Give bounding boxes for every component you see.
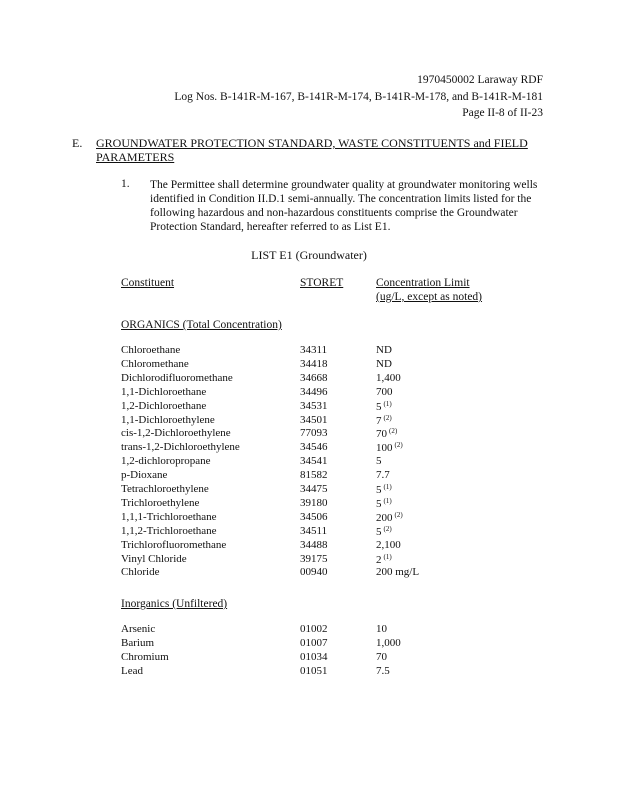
limit-value: 10 (376, 623, 387, 635)
header-facility: 1970450002 Laraway RDF (417, 74, 543, 86)
column-header-constituent: Constituent (121, 277, 175, 289)
limit-value: 200 mg/L (376, 566, 420, 579)
column-header-limit-units: (ug/L, except as noted) (376, 291, 483, 303)
limit-value: 70 (376, 428, 387, 441)
column-header-limit: Concentration Limit (376, 277, 470, 289)
concentration-limit (376, 525, 392, 538)
constituent-name: Barium (121, 636, 154, 649)
limit-value: 5 (376, 484, 382, 496)
constituent-name: Chromium (121, 650, 169, 663)
constituent-name: p-Dioxane (121, 469, 168, 482)
storet-code: 01051 (300, 664, 328, 677)
concentration-limit (376, 400, 392, 413)
concentration-limit (376, 441, 403, 454)
constituent-name: Trichlorofluoromethane (121, 538, 227, 551)
constituent-name: 1,1,1-Trichloroethane (121, 510, 217, 523)
limit-value: 5 (376, 525, 382, 538)
storet-code: 01007 (300, 636, 328, 649)
constituent-name: Chloromethane (121, 357, 189, 370)
storet-code: 39175 (300, 552, 328, 565)
organics-heading: ORGANICS (Total Concentration) (121, 319, 282, 331)
constituent-name: 1,2-dichloropropane (121, 455, 211, 468)
limit-value: 1,400 (376, 371, 401, 384)
limit-value: 5 (376, 400, 382, 413)
storet-code: 34496 (300, 385, 328, 398)
limit-value: 7.7 (376, 469, 390, 482)
constituent-name: cis-1,2-Dichloroethylene (121, 427, 231, 440)
storet-code: 01034 (300, 650, 328, 663)
limit-value: 7 (376, 414, 382, 427)
constituent-name: Tetrachloroethylene (121, 483, 209, 495)
storet-code: 01002 (300, 623, 328, 635)
storet-code: 34501 (300, 413, 328, 426)
limit-value: 2 (376, 553, 382, 566)
list-title: LIST E1 (Groundwater) (251, 248, 367, 262)
limit-value: ND (376, 344, 392, 356)
constituent-name: Chloroethane (121, 344, 181, 356)
paragraph-number: 1. (121, 178, 130, 190)
constituent-name: 1,1,2-Trichloroethane (121, 524, 217, 537)
concentration-limit (376, 344, 392, 356)
limit-value: 200 (376, 511, 393, 524)
storet-code: 34475 (300, 483, 328, 495)
storet-code: 77093 (300, 427, 328, 440)
storet-code: 34531 (300, 399, 328, 412)
concentration-limit (376, 539, 401, 551)
concentration-limit (376, 427, 397, 440)
storet-code: 39180 (300, 496, 328, 509)
footnote-marker: (2) (383, 524, 392, 533)
section-letter: E. (72, 136, 83, 150)
limit-value: 700 (376, 385, 393, 398)
limit-value: ND (376, 357, 392, 370)
storet-code: 00940 (300, 566, 328, 579)
storet-code: 81582 (300, 469, 328, 482)
constituent-name: Arsenic (121, 623, 156, 635)
concentration-limit (376, 469, 390, 481)
limit-value: 100 (376, 442, 393, 455)
concentration-limit (376, 623, 387, 635)
constituent-name: Vinyl Chloride (121, 552, 187, 565)
constituent-name: 1,1-Dichloroethylene (121, 413, 215, 426)
concentration-limit (376, 637, 401, 649)
footnote-marker: (2) (394, 510, 403, 519)
storet-code: 34418 (300, 357, 328, 370)
concentration-limit (376, 566, 419, 578)
footnote-marker: (2) (394, 441, 403, 450)
footnote-marker: (1) (383, 399, 392, 408)
limit-value: 5 (376, 455, 382, 468)
storet-code: 34488 (300, 538, 328, 551)
concentration-limit (376, 511, 403, 524)
limit-value: 5 (376, 497, 382, 510)
limit-value: 1,000 (376, 636, 401, 649)
storet-code: 34546 (300, 441, 328, 454)
constituent-name: 1,2-Dichloroethane (121, 399, 207, 412)
inorganics-heading: Inorganics (Unfiltered) (121, 598, 228, 610)
concentration-limit (376, 414, 392, 427)
storet-code: 34541 (300, 455, 328, 468)
concentration-limit (376, 665, 390, 677)
footnote-marker: (2) (389, 427, 398, 436)
concentration-limit (376, 497, 392, 510)
limit-value: 2,100 (376, 538, 401, 551)
constituent-name: Lead (121, 664, 143, 677)
limit-value: 7.5 (376, 664, 390, 677)
storet-code: 34511 (300, 524, 328, 537)
concentration-limit (376, 358, 392, 370)
footnote-marker: (1) (383, 552, 392, 561)
constituent-name: trans-1,2-Dichloroethylene (121, 441, 240, 454)
column-header-storet: STORET (300, 277, 344, 289)
constituent-name: Trichloroethylene (121, 496, 200, 509)
constituent-name: Chloride (121, 566, 160, 579)
footnote-marker: (1) (383, 483, 392, 491)
section-title: GROUNDWATER PROTECTION STANDARD, WASTE CONSTITUENTS and FIELD PARAMETERS (96, 136, 528, 164)
constituent-name: 1,1-Dichloroethane (121, 385, 207, 398)
concentration-limit (376, 386, 393, 398)
concentration-limit (376, 483, 392, 496)
footnote-marker: (2) (383, 413, 392, 422)
header-page-number: Page II-8 of II-23 (462, 107, 543, 119)
storet-code: 34506 (300, 510, 328, 523)
header-log-numbers: Log Nos. B-141R-M-167, B-141R-M-174, B-141R-M-178, and B-141R-M-181 (174, 91, 543, 103)
storet-code: 34668 (300, 371, 328, 384)
constituent-name: Dichlorodifluoromethane (121, 371, 233, 384)
concentration-limit (376, 651, 387, 663)
concentration-limit (376, 372, 401, 384)
limit-value: 70 (376, 650, 387, 663)
storet-code: 34311 (300, 344, 328, 356)
footnote-marker: (1) (383, 496, 392, 505)
concentration-limit (376, 553, 392, 566)
concentration-limit (376, 455, 382, 467)
paragraph-text: The Permittee shall determine groundwater quality at groundwater monitoring wells identified in Condition II.D.1 semi-annually. The concentration limits listed for the following hazardous and non-hazardous constituents comprise the Groundwater Protection Standard, hereafter referred to as List E1. (150, 179, 538, 233)
